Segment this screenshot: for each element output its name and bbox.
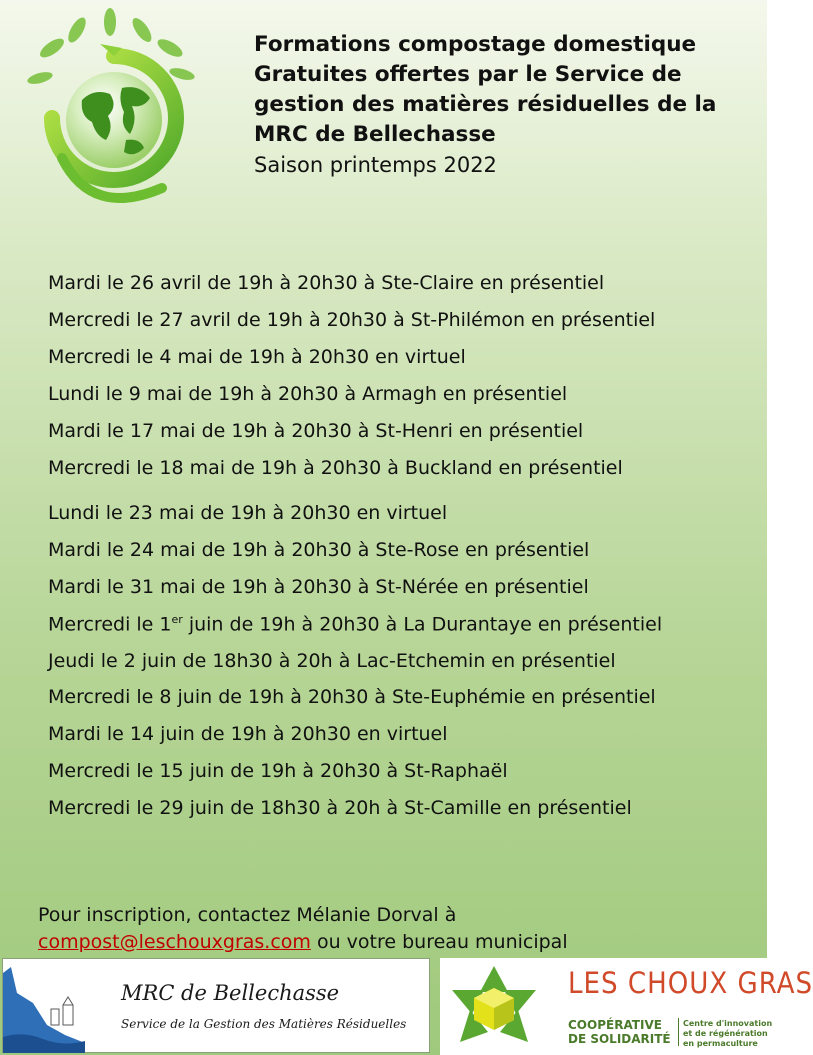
choux-gras-logo-box: [440, 958, 813, 1055]
mrc-name: MRC de Bellechasse: [121, 981, 340, 1005]
chou-desc-line: Centre d'innovation: [683, 1019, 773, 1028]
title-line: Formations compostage domestique: [254, 32, 697, 57]
session-item: Lundi le 23 mai de 19h à 20h30 en virtuel: [48, 502, 448, 524]
chou-desc-line: et de régénération: [683, 1029, 768, 1038]
session-item: Mercredi le 27 avril de 19h à 20h30 à St-Philémon en présentiel: [48, 309, 656, 331]
session-item: Mardi le 17 mai de 19h à 20h30 à St-Henri en présentiel: [48, 420, 584, 442]
mrc-logo-box: [2, 958, 430, 1053]
title-line: gestion des matières résiduelles de la: [254, 92, 717, 117]
title-line: Gratuites offertes par le Service de: [254, 62, 682, 87]
contact-info: [38, 902, 568, 956]
session-item: Mardi le 31 mai de 19h à 20h30 à St-Nérée en présentiel: [48, 576, 589, 598]
contact-rest: ou votre bureau municipal: [310, 931, 568, 953]
season-subtitle: Saison printemps 2022: [254, 153, 497, 177]
coop-label: DE SOLIDARITÉ: [568, 1032, 671, 1046]
chou-desc-line: en permaculture: [683, 1039, 758, 1048]
session-item: Mercredi le 18 mai de 19h à 20h30 à Buckland en présentiel: [48, 457, 623, 479]
session-item: Mardi le 14 juin de 19h à 20h30 en virtuel: [48, 723, 448, 745]
session-item: Mercredi le 4 mai de 19h à 20h30 en virtuel: [48, 346, 466, 368]
title-line: MRC de Bellechasse: [254, 122, 496, 147]
coop-label: COOPÉRATIVE: [568, 1018, 662, 1032]
contact-line: Pour inscription, contactez Mélanie Dorval à: [38, 904, 457, 926]
session-item: Mardi le 24 mai de 19h à 20h30 à Ste-Rose en présentiel: [48, 539, 590, 561]
header: [254, 30, 754, 180]
email-link[interactable]: compost@leschouxgras.com: [38, 931, 311, 953]
session-text: juin de 19h à 20h30 à La Durantaye en présentiel: [182, 613, 663, 636]
session-item: Jeudi le 2 juin de 18h30 à 20h à Lac-Etchemin en présentiel: [48, 650, 616, 672]
session-item: Mercredi le 29 juin de 18h30 à 20h à St-Camille en présentiel: [48, 797, 632, 819]
mrc-subtitle: Service de la Gestion des Matières Résiduelles: [121, 1017, 407, 1031]
session-item: [48, 613, 662, 635]
session-item: Lundi le 9 mai de 19h à 20h30 à Armagh en présentiel: [48, 383, 568, 405]
session-item: Mercredi le 8 juin de 19h à 20h30 à Ste-Euphémie en présentiel: [48, 686, 656, 708]
session-item: Mercredi le 15 juin de 19h à 20h30 à St-Raphaël: [48, 760, 508, 782]
contact-line-2: [38, 929, 568, 956]
ordinal-superscript: er: [171, 613, 183, 626]
choux-gras-name: LES CHOUX GRAS: [568, 966, 813, 1000]
mrc-landscape-icon: [3, 963, 85, 1053]
session-item: Mardi le 26 avril de 19h à 20h30 à Ste-Claire en présentiel: [48, 272, 605, 294]
cabbage-cube-icon: [444, 962, 544, 1052]
divider: [678, 1018, 679, 1046]
earth-recycle-icon: [22, 8, 202, 224]
session-text: Mercredi le 1: [48, 613, 172, 636]
